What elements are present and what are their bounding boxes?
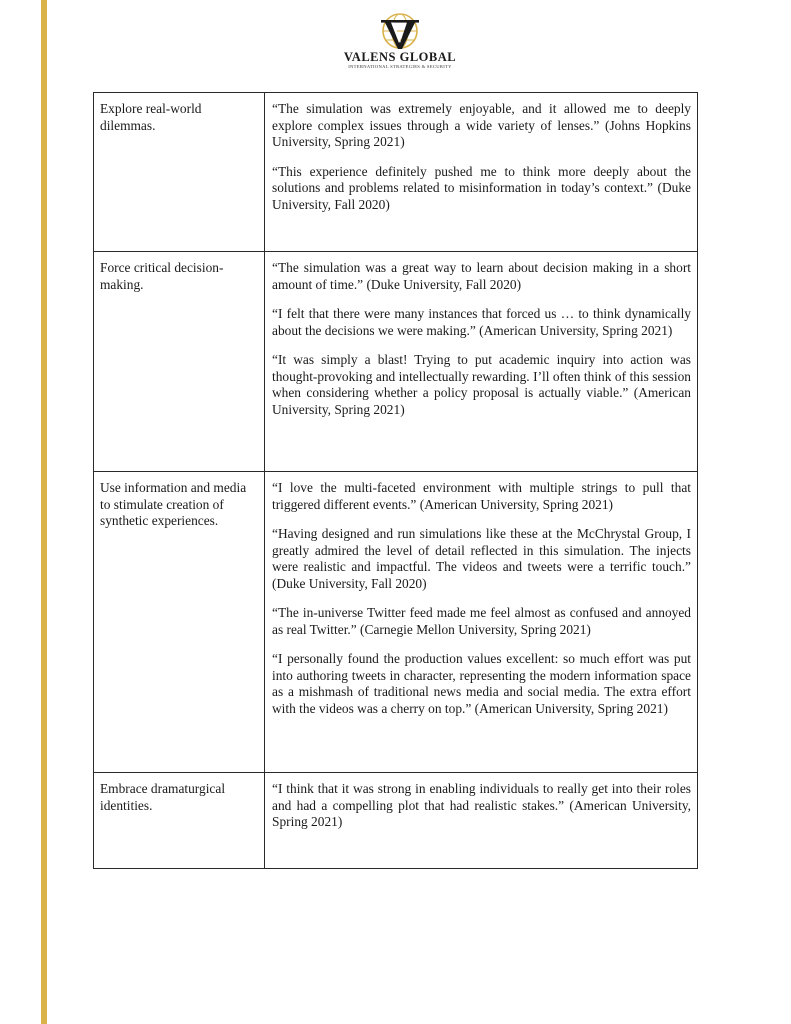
theme-cell: Embrace dramaturgical identities. [94,773,265,869]
logo-name: VALENS GLOBAL [343,50,457,64]
company-logo [330,12,470,70]
quote: “I felt that there were many instances that forced us … to think dynamically about the decisions we were making.” (American University, Spring 2021) [272,306,691,338]
quotes-cell [265,472,698,773]
quote: “This experience definitely pushed me to think more deeply about the solutions and problems related to misinformation in today’s context.” (Duke University, Fall 2020) [272,163,691,212]
quote: “I love the multi-faceted environment with multiple strings to pull that triggered different events.” (American University, Spring 2021) [272,480,691,512]
quotes-cell [265,773,698,869]
table-row [94,472,698,773]
gold-accent-bar [41,0,47,1024]
table-row [94,93,698,252]
quotes-cell [265,93,698,252]
theme-cell: Force critical decision-making. [94,252,265,472]
logo-tagline: INTERNATIONAL STRATEGIES & SECURITY [348,64,452,69]
quote: “The simulation was extremely enjoyable, and it allowed me to deeply explore complex issues through a wide variety of lenses.” (Johns Hopkins University, Spring 2021) [272,101,691,149]
table-row [94,773,698,869]
theme-cell: Use information and media to stimulate creation of synthetic experiences. [94,472,265,773]
testimonials-table [93,92,698,869]
quotes-cell [265,252,698,472]
quote: “I think that it was strong in enabling individuals to really get into their roles and had a compelling plot that had realistic stakes.” (American University, Spring 2021) [272,781,691,829]
quote: “Having designed and run simulations like these at the McChrystal Group, I greatly admired the level of detail reflected in this simulation. The injects were realistic and impactful. The videos and tweets were a terrific touch.” (Duke University, Fall 2020) [272,526,691,591]
quote: “The in-universe Twitter feed made me feel almost as confused and annoyed as real Twitter.” (Carnegie Mellon University, Spring 2021) [272,605,691,637]
table-row [94,252,698,472]
quote: “The simulation was a great way to learn about decision making in a short amount of time.” (Duke University, Fall 2020) [272,260,691,292]
theme-cell: Explore real-world dilemmas. [94,93,265,252]
quote: “It was simply a blast! Trying to put academic inquiry into action was thought-provoking and intellectually rewarding. I’ll often think of this session when considering whether a policy proposal is actually viable.” (American University, Spring 2021) [272,352,691,417]
quote: “I personally found the production values excellent: so much effort was put into authoring tweets in character, representing the modern information space as a mishmash of traditional news media and social media. The extra effort with the videos was a cherry on top.” (American University, Spring 2021) [272,651,691,716]
globe-v-icon [376,12,424,50]
